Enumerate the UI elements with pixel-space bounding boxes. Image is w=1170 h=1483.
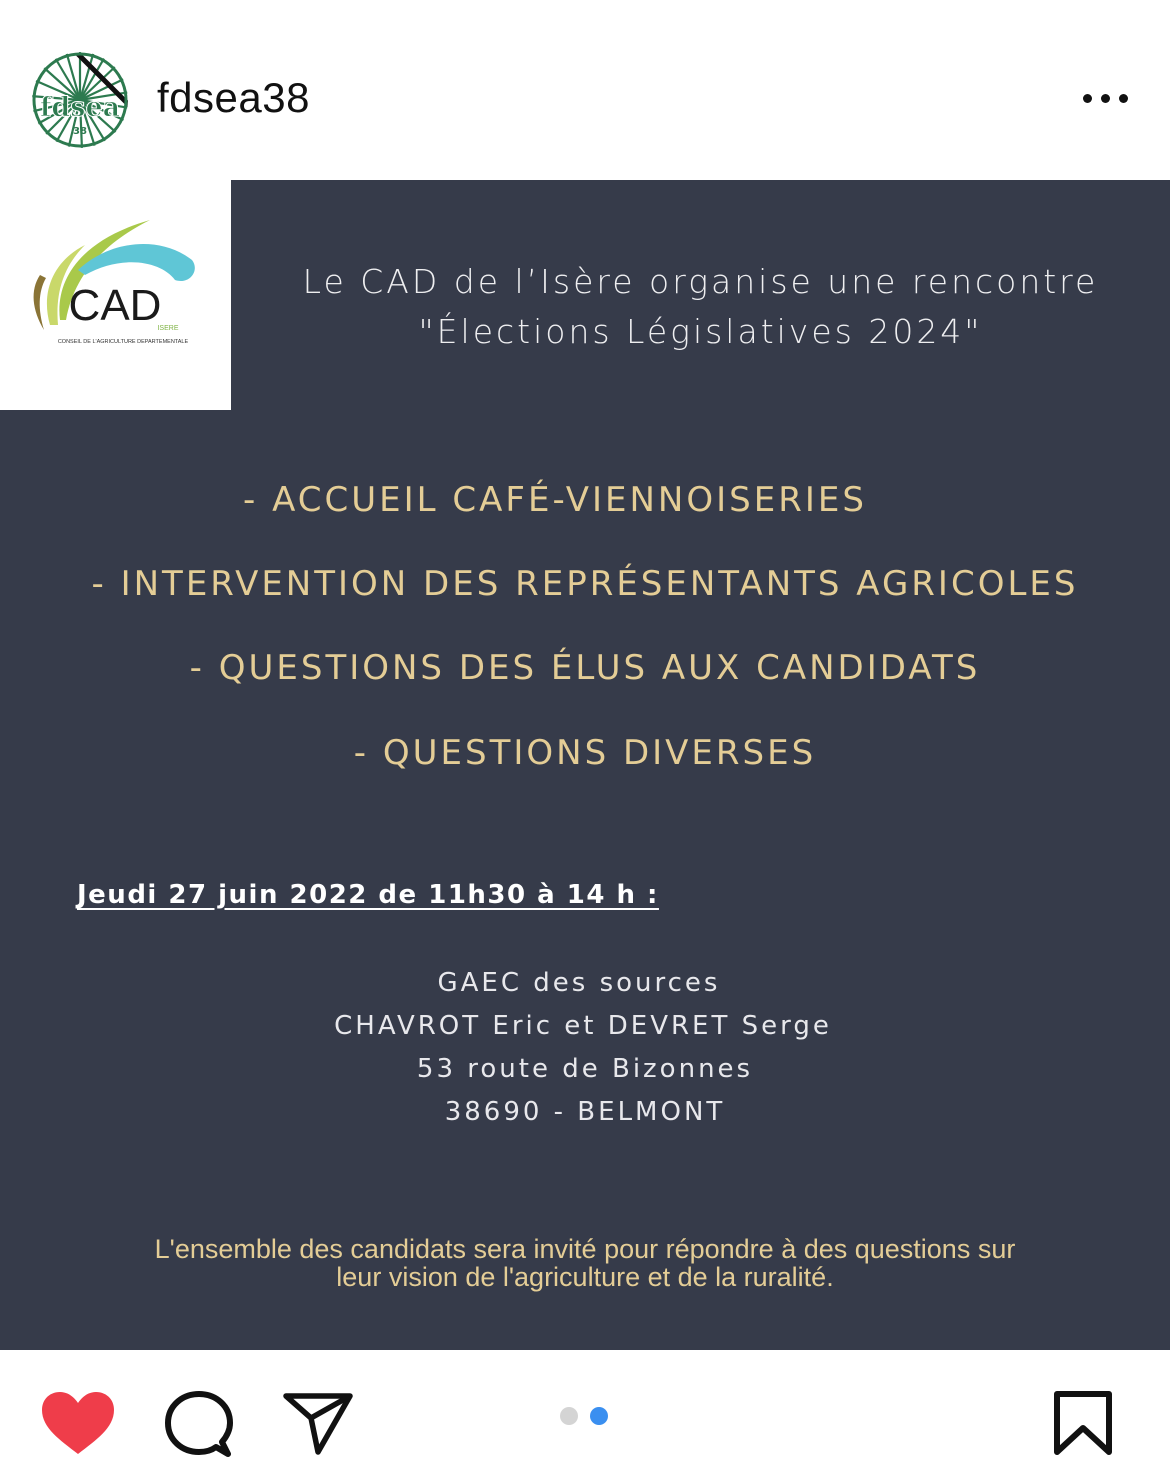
save-button[interactable] [1052,1390,1114,1456]
comment-icon [164,1390,234,1458]
carousel-indicator [560,1407,612,1425]
closing-text: leur vision de l'agriculture et de la ruralité. [336,1262,834,1292]
svg-text:38: 38 [73,126,87,137]
more-options-button[interactable] [1070,80,1140,116]
address-line: 38690 - BELMONT [444,1097,726,1127]
post-image[interactable] [0,180,1170,1350]
cad-logo [0,180,231,410]
bookmark-icon [1052,1390,1114,1456]
closing-text: L'ensemble des candidats sera invité pour répondre à des questions sur [154,1234,1016,1264]
address-line: 53 route de Bizonnes [416,1054,754,1084]
svg-text:CAD: CAD [68,281,162,330]
comment-button[interactable] [164,1390,234,1458]
fdsea-logo-icon [32,52,128,148]
avatar[interactable] [32,52,128,148]
address-line: CHAVROT Eric et DEVRET Serge [334,1011,832,1041]
cad-logo-icon [0,180,231,410]
agenda-item: - QUESTIONS DES ÉLUS AUX CANDIDATS [189,648,981,688]
post-header [0,0,1170,180]
heart-icon [40,1390,116,1456]
event-title: "Élections Législatives 2024" [418,312,983,351]
carousel-dot-active[interactable] [590,1407,608,1425]
address-line: GAEC des sources [437,968,721,998]
event-date: Jeudi 27 juin 2022 de 11h30 à 14 h : [77,880,659,910]
paper-plane-icon [282,1390,354,1456]
intro-line: Le CAD de l’Isère organise une rencontre [302,262,1099,301]
svg-text:CONSEIL DE L'AGRICULTURE DEPAR: CONSEIL DE L'AGRICULTURE DEPARTEMENTALE [57,339,189,345]
svg-text:fdsea: fdsea [39,92,121,123]
carousel-dot[interactable] [560,1407,578,1425]
like-button[interactable] [40,1390,116,1456]
svg-text:ISERE: ISERE [157,325,179,332]
agenda-item: - QUESTIONS DIVERSES [353,733,817,773]
username[interactable]: fdsea38 [157,74,310,121]
action-bar [0,1350,1170,1483]
agenda-item: - ACCUEIL CAFÉ-VIENNOISERIES [243,480,867,520]
more-horizontal-icon [1083,94,1092,103]
share-button[interactable] [282,1390,354,1456]
agenda-item: - INTERVENTION DES REPRÉSENTANTS AGRICOLES [91,564,1079,604]
